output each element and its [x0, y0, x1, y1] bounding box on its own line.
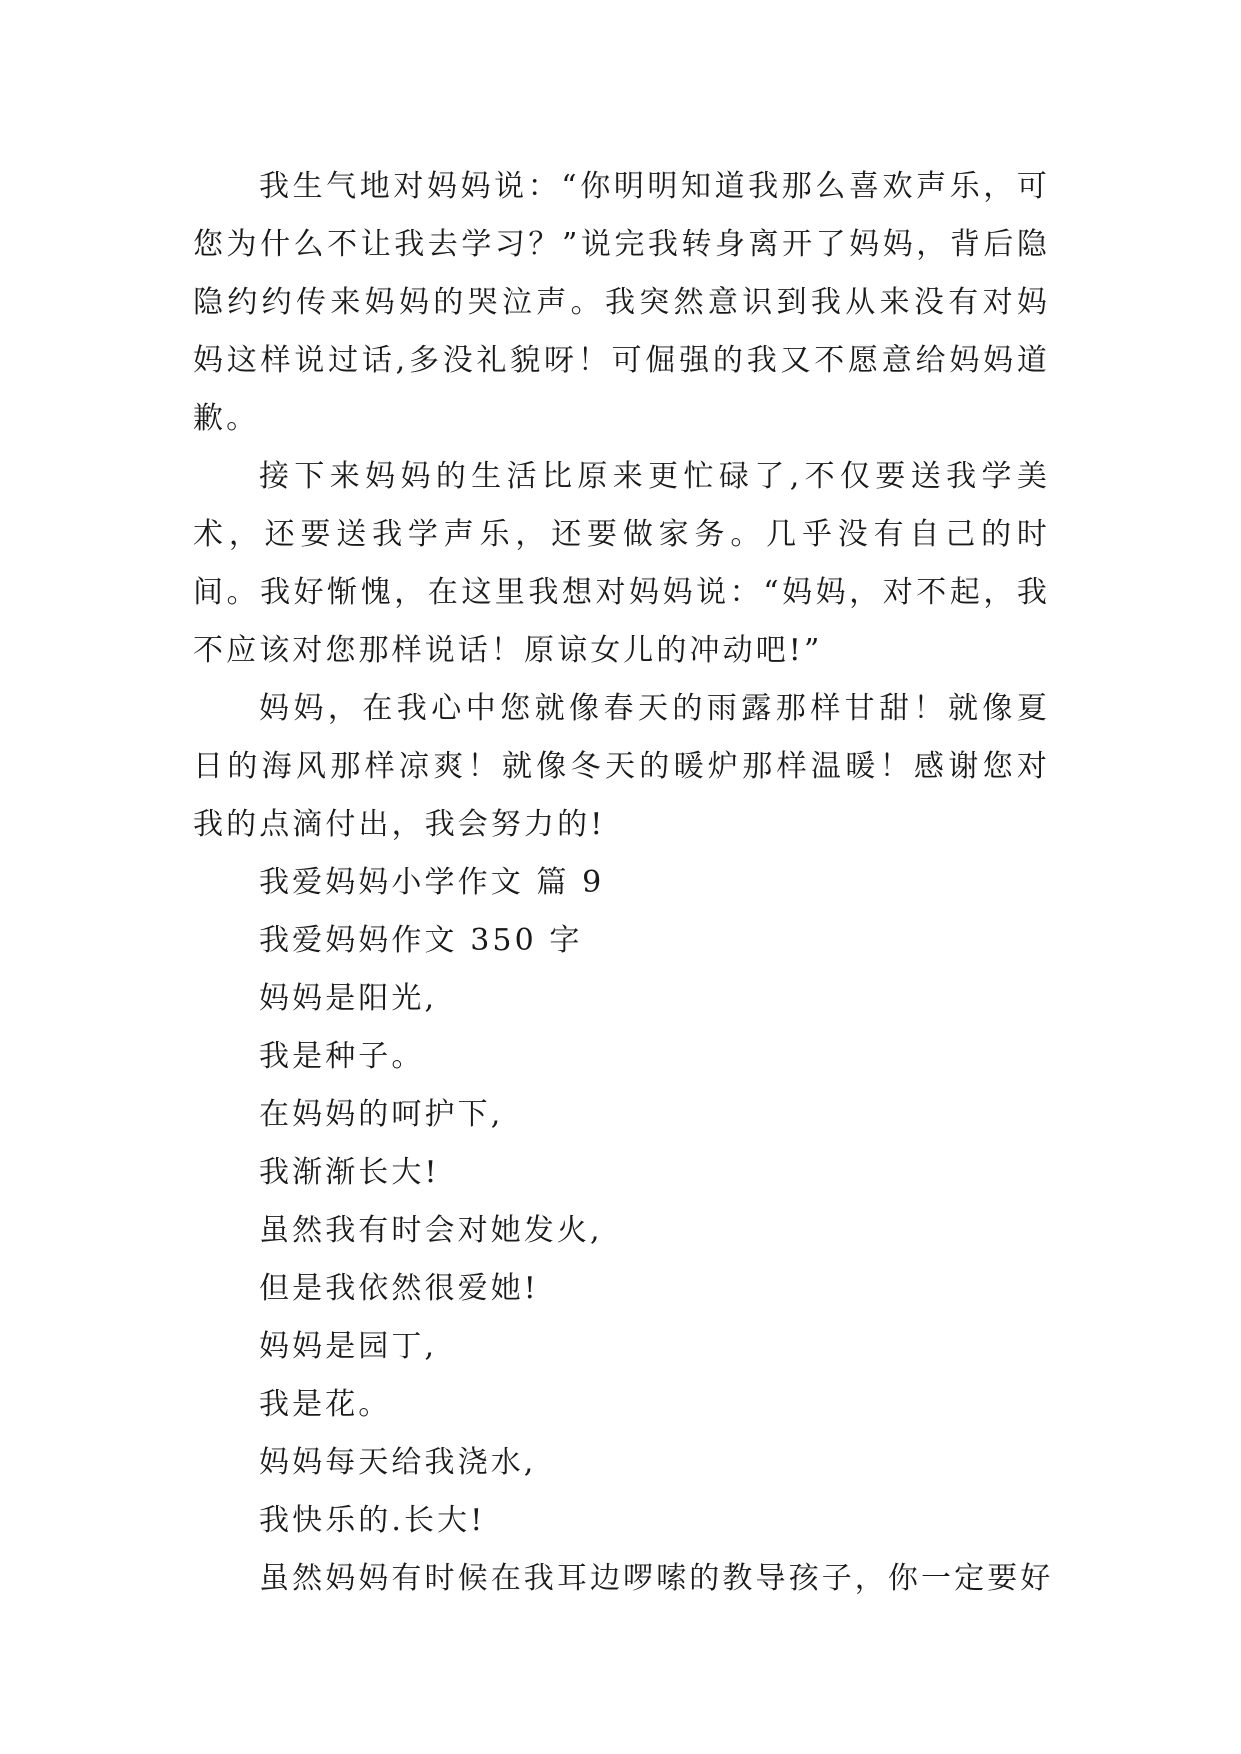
poem-line: 我快乐的.长大! — [259, 1503, 486, 1538]
poem-line: 我是花。 — [259, 1387, 392, 1422]
section-heading: 我爱妈妈小学作文 篇 9 — [259, 865, 605, 900]
poem-line: 妈妈是阳光, — [259, 981, 438, 1016]
paragraph-2: 接下来妈妈的生活比原来更忙碌了,不仅要送我学美术，还要送我学声乐，还要做家务。几乎没有自己的时间。我好惭愧，在这里我想对妈妈说：“妈妈，对不起，我不应该对您那样说话！原谅女儿的冲动吧!” — [193, 459, 1050, 668]
essay-title: 我爱妈妈作文 350 字 — [259, 923, 583, 958]
paragraph-1: 我生气地对妈妈说：“你明明知道我那么喜欢声乐，可您为什么不让我去学习？”说完我转身离开了妈妈，背后隐隐约约传来妈妈的哭泣声。我突然意识到我从来没有对妈妈这样说过话,多没礼貌呀！可倔强的我又不愿意给妈妈道歉。 — [193, 169, 1050, 436]
poem-line: 我是种子。 — [259, 1039, 425, 1074]
poem-line: 虽然妈妈有时候在我耳边啰嗦的教导孩子，你一定要好 — [259, 1561, 1054, 1596]
poem-line: 但是我依然很爱她! — [259, 1271, 539, 1306]
poem-line: 妈妈每天给我浇水, — [259, 1445, 537, 1480]
document-body — [193, 158, 1054, 1608]
poem-line: 虽然我有时会对她发火, — [259, 1213, 603, 1248]
poem-line: 在妈妈的呵护下, — [259, 1097, 504, 1132]
poem-line: 我渐渐长大! — [259, 1155, 440, 1190]
paragraph-3: 妈妈，在我心中您就像春天的雨露那样甘甜！就像夏日的海风那样凉爽！就像冬天的暖炉那样温暖！感谢您对我的点滴付出，我会努力的! — [193, 691, 1050, 842]
poem-line: 妈妈是园丁, — [259, 1329, 438, 1364]
